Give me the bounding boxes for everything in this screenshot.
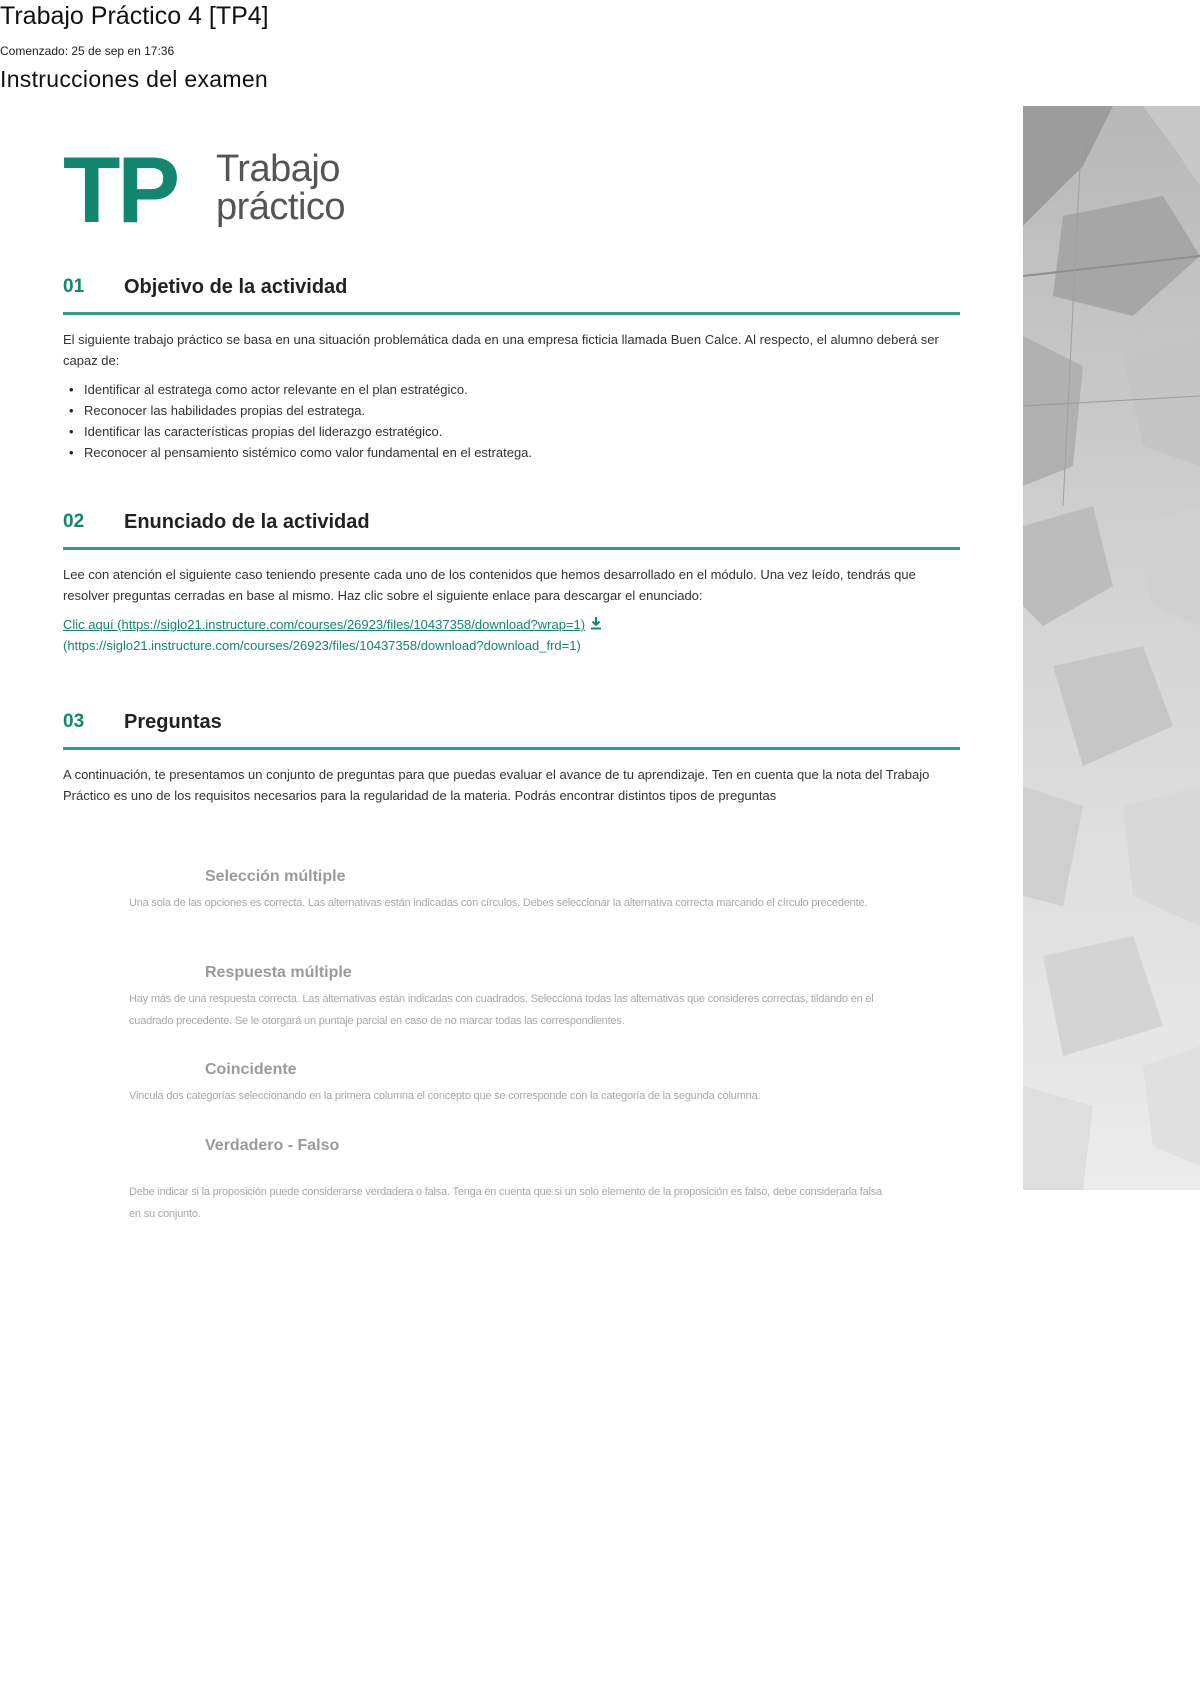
section-enunciado [63,503,960,656]
section-title: Preguntas [124,711,222,733]
section-paragraph: El siguiente trabajo práctico se basa en una situación problemática dada en una empresa ficticia llamada Buen Calce. Al respecto, el alumno deberá ser capaz de: [63,332,939,368]
section-preguntas [63,703,960,806]
section-number: 03 [63,711,85,732]
section-header [63,503,960,550]
question-type-description: Una sola de las opciones es correcta. Las alternativas están indicadas con círculos. Debes seleccionar la alternativa correcta marcando el círculo precedente. [129,897,868,909]
logo-line2: práctico [216,186,346,228]
page-title: Trabajo Práctico 4 [TP4] [0,2,269,30]
started-timestamp: Comenzado: 25 de sep en 17:36 [0,44,175,58]
section-number: 02 [63,511,85,532]
question-type-title: Selección múltiple [205,868,346,885]
section-number: 01 [63,276,85,297]
objectives-list [63,379,960,463]
list-item: • Reconocer al pensamiento sistémico como valor fundamental en el estratega. [84,442,960,463]
instructions-heading: Instrucciones del examen [0,66,269,92]
question-type-description: Hay más de una respuesta correcta. Las alternativas están indicadas con cuadrados. Selecciona todas las alternativas que consideres correctas, tildando en el cuadrado precedente. Se le otorgará un puntaje parcial en caso de no marcar todas las correspondientes. [129,993,874,1027]
list-item: • Identificar al estratega como actor relevante en el plan estratégico. [84,379,960,400]
download-icon[interactable] [589,616,603,636]
section-paragraph: Lee con atención el siguiente caso teniendo presente cada uno de los contenidos que hemos desarrollado en el módulo. Una vez leído, tendrás que resolver preguntas cerradas en base al mismo. Haz clic sobre el siguiente enlace para descargar el enunciado: [63,567,916,603]
question-type-description: Vincula dos categorías seleccionando en la primera columna el concepto que se corresponde con la categoría de la segunda columna. [129,1090,761,1102]
tp-logo [63,137,383,242]
section-paragraph: A continuación, te presentamos un conjunto de preguntas para que puedas evaluar el avance de tu aprendizaje. Ten en cuenta que la nota del Trabajo Práctico es uno de los requisitos necesarios para la regularidad de la materia. Podrás encontrar distintos tipos de preguntas [63,767,930,803]
question-type-title: Coincidente [205,1061,297,1078]
logo-line1: Trabajo [216,148,340,190]
download-link[interactable] [63,615,960,636]
list-item: • Reconocer las habilidades propias del estratega. [84,400,960,421]
section-header [63,268,960,315]
question-type-description: Debe indicar si la proposición puede considerarse verdadera o falsa. Tenga en cuenta que si un solo elemento de la proposición es falso, debe considerarla falsa en su conjunto. [129,1186,882,1220]
section-header [63,703,960,750]
question-type-title: Respuesta múltiple [205,964,352,981]
logo-text [216,150,345,226]
download-link-url[interactable]: (https://siglo21.instructure.com/courses/26923/files/10437358/download?download_frd=1) [63,637,581,653]
download-link-text: Clic aquí (https://siglo21.instructure.com/courses/26923/files/10437358/download?wrap=1) [63,617,586,632]
architecture-background-image [1023,106,1200,1190]
logo-tp: TP [63,137,178,242]
question-type-title: Verdadero - Falso [205,1137,340,1154]
list-item: • Identificar las características propias del liderazgo estratégico. [84,421,960,442]
section-title: Enunciado de la actividad [124,511,370,533]
section-objetivo [63,268,960,463]
section-title: Objetivo de la actividad [124,276,348,298]
